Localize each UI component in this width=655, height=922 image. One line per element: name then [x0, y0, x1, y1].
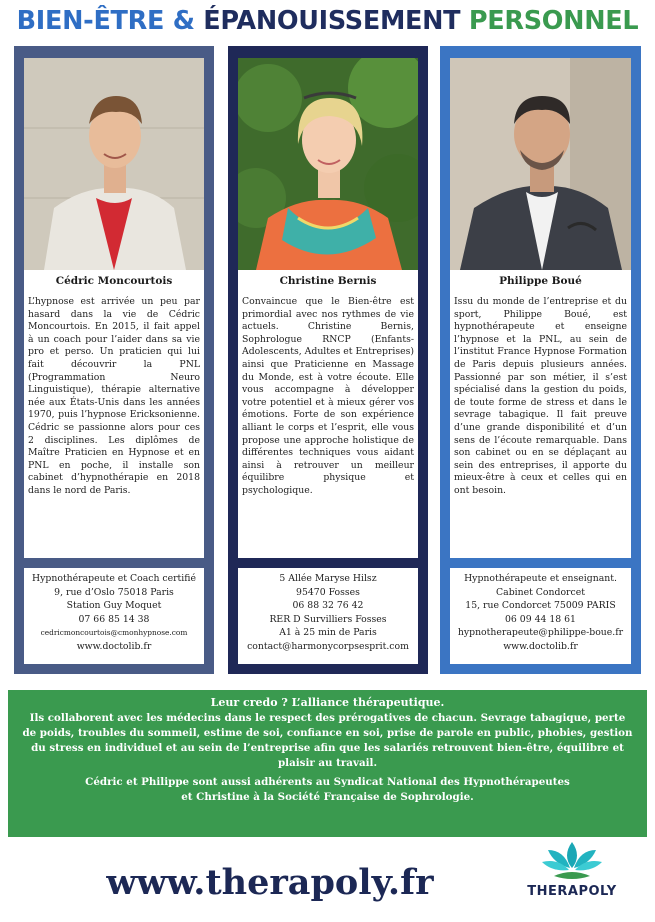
portrait-illustration: [238, 58, 418, 270]
headline-part1: BIEN-ÊTRE: [16, 6, 165, 36]
divider: [24, 558, 204, 568]
practitioner-name: Cédric Moncourtois: [55, 275, 173, 287]
divider: [238, 558, 418, 568]
contact-email: cedricmoncourtois@cmonhypnose.com: [40, 628, 188, 638]
contact-city: 95470 Fosses: [296, 586, 360, 598]
contact-box: [26, 572, 202, 654]
banner-title: Leur credo ? L’alliance thérapeutique.: [210, 696, 445, 709]
card-inner: [238, 58, 418, 664]
contact-address: 9, rue d’Oslo 75018 Paris: [54, 586, 174, 598]
practitioner-card-christine: [228, 46, 428, 674]
contact-station: Station Guy Moquet: [66, 600, 162, 612]
contact-phone: 07 66 85 14 38: [78, 613, 150, 625]
contact-address: 5 Allée Maryse Hilsz: [279, 573, 377, 584]
portrait-illustration: [450, 58, 631, 270]
practitioner-bio: L’hypnose est arrivée un peu par hasard dans la vie de Cédric Moncourtois. En 2015, il fait appel à un coach pour l’aider dans sa vie pro et perso. Un praticien qui lui fait découvrir la PNL (Programmation Neuro Linguistique), thérapie alternative née aux États-Unis dans les années 1970, puis l’hypnose Ericksonienne. Cédric se passionne alors pour ces 2 disciplines. Les diplômes de Maître Praticien en Hypnose et en PNL en poche, il installe son cabinet d’hypnothérapie en 2018 dans le nord de Paris.: [28, 296, 200, 496]
practitioner-name: Christine Bernis: [279, 275, 377, 287]
contact-email: hypnotherapeute@philippe-boue.fr: [457, 627, 624, 639]
headline-part2: ÉPANOUISSEMENT: [203, 6, 461, 36]
banner-adherents-line2: et Christine à la Société Française de Sophrologie.: [181, 791, 474, 803]
contact-title: Hypnothérapeute et enseignant.: [464, 573, 617, 584]
banner-adherents: [8, 771, 647, 805]
card-inner: [450, 58, 631, 664]
contact-box: [240, 572, 416, 654]
banner-text: Ils collaborent avec les médecins dans le respect des prérogatives de chacun. Sevrage tabagique, perte de poids, troubles du sommeil, estime de soi, confiance en soi, prise de parole en public, phobies, gestion du stress en individuel et au sein de l’entreprise afin que les salariés retrouvent bien-être, équilibre et plaisir au travail.: [22, 712, 633, 769]
contact-phone: 06 09 44 18 61: [505, 613, 576, 625]
contact-phone: 06 88 32 76 42: [292, 600, 364, 612]
contact-website: www.doctolib.fr: [76, 640, 152, 652]
contact-distance: A1 à 25 min de Paris: [279, 627, 377, 639]
contact-rer: RER D Survilliers Fosses: [269, 613, 387, 625]
headline-ampersand: &: [172, 6, 195, 36]
practitioner-bio: Convaincue que le Bien-être est primordial avec nos rythmes de vie actuels. Christine Bernis, Sophrologue RNCP (Enfants-Adolescents, Adultes et Entreprises) ainsi que Praticienne en Massage du Monde, est à votre écoute. Elle vous accompagne à développer votre potentiel et à mieux gérer vos émotions. Forte de son expérience alliant le corps et l’esprit, elle vous propose une approche holistique de différentes techniques vous aidant ainsi à retrouver un meilleur équilibre physique et psychologique.: [242, 296, 414, 496]
headline-part3: PERSONNEL: [468, 6, 639, 36]
practitioner-name: Philippe Boué: [499, 275, 582, 287]
banner-adherents-line1: Cédric et Philippe sont aussi adhérents au Syndicat National des Hypnothérapeutes: [85, 776, 570, 788]
photo-philippe: [450, 58, 631, 270]
practitioner-bio: Issu du monde de l’entreprise et du sport, Philippe Boué, est hypnothérapeute et enseigne l’hypnose et la PNL, au sein de l’institut France Hypnose Formation de Paris depuis plusieurs années. Passionné par son métier, il s’est spécialisé dans la gestion du poids, de toute forme de stress et dans le sevrage tabagique. Il fait preuve d’une grande disponibilité et d’un sens de l’écoute remarquable. Dans son cabinet ou en se déplaçant au sein des entreprises, il apporte du mieux-être à ceux et celles qui en ont besoin.: [454, 296, 627, 496]
contact-website: www.doctolib.fr: [503, 640, 578, 652]
divider: [450, 558, 631, 568]
photo-christine: [238, 58, 418, 270]
card-inner: [24, 58, 204, 664]
practitioner-card-cedric: [14, 46, 214, 674]
therapoly-logo: [519, 838, 625, 914]
contact-title: Hypnothérapeute et Coach certifié: [32, 573, 196, 584]
contact-address: 15, rue Condorcet 75009 PARIS: [465, 600, 616, 612]
website-url[interactable]: www.therapoly.fr: [106, 862, 434, 903]
contact-box: [452, 572, 629, 654]
page-headline: [0, 6, 655, 36]
credo-banner: [8, 690, 647, 837]
logo-text: THERAPOLY: [527, 884, 617, 899]
portrait-illustration: [24, 58, 204, 270]
lotus-icon: [540, 838, 604, 882]
contact-email: contact@harmonycorpsesprit.com: [247, 640, 409, 652]
contact-cabinet: Cabinet Condorcet: [496, 586, 585, 598]
practitioner-card-philippe: [440, 46, 641, 674]
photo-cedric: [24, 58, 204, 270]
